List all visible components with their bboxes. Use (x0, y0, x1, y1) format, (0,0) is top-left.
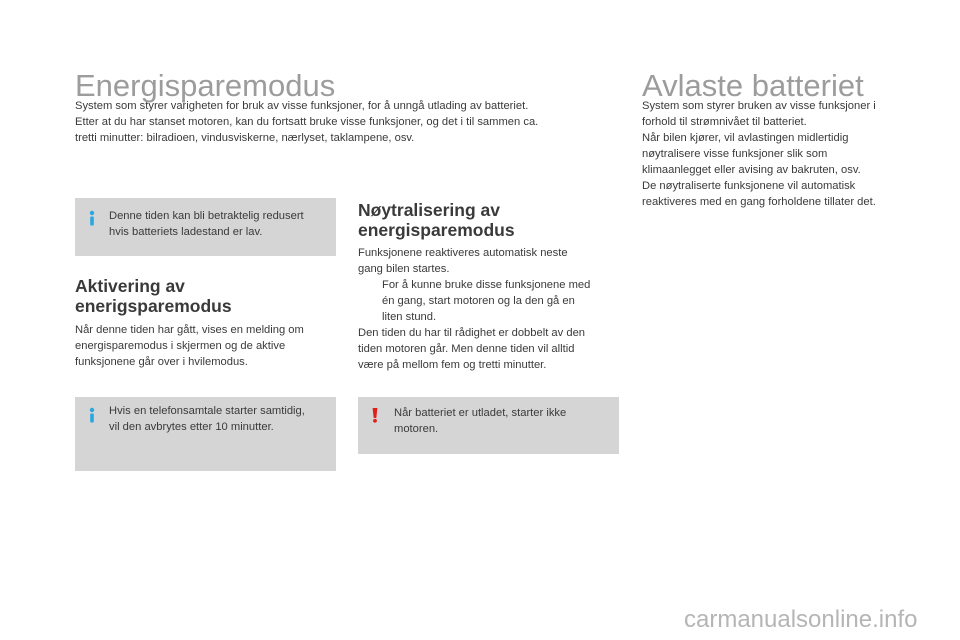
info-icon (85, 407, 99, 423)
bullet-text (382, 277, 590, 325)
bullet-item (358, 277, 623, 325)
neutralization-heading (358, 200, 515, 240)
text-line: funksjonene går over i hvilemodus. (75, 356, 248, 368)
bullet-icon (358, 277, 382, 325)
intro-line: tretti minutter: bilradioen, vindusviskerne, nærlyset, taklampene, osv. (75, 132, 415, 144)
intro-line: Etter at du har stanset motoren, kan du fortsatt bruke visse funksjoner, og det i til sammen ca. (75, 116, 539, 128)
battery-text (642, 98, 922, 210)
info-line: Denne tiden kan bli betraktelig redusert (109, 210, 304, 222)
intro-text (75, 98, 615, 146)
warning-box-text (394, 405, 616, 437)
warning-line: Når batteriet er utladet, starter ikke (394, 407, 567, 419)
warning-icon (368, 407, 382, 423)
text-line: gang bilen startes. (358, 263, 450, 275)
text-line: liten stund. (382, 311, 437, 323)
text-line: Når denne tiden har gått, vises en melding om (75, 324, 304, 336)
info-icon (85, 210, 99, 226)
text-line: nøytralisere visse funksjoner slik som (642, 148, 828, 160)
text-line: De nøytraliserte funksjonene vil automatisk (642, 180, 856, 192)
watermark: carmanualsonline.info (684, 606, 918, 633)
info-box-text (109, 403, 334, 435)
text-line: For å kunne bruke disse funksjonene med (382, 279, 591, 291)
heading-line: energisparemodus (358, 220, 515, 240)
text-line: energisparemodus i skjermen og de aktive (75, 340, 286, 352)
activation-heading (75, 276, 232, 316)
warning-box (358, 397, 619, 454)
text-line: Funksjonene reaktiveres automatisk neste (358, 247, 568, 259)
section-title: Avlaste batteriet (642, 68, 864, 103)
info-box-text (109, 208, 334, 240)
warning-line: motoren. (394, 423, 439, 435)
info-line: vil den avbrytes etter 10 minutter. (109, 421, 274, 433)
text-line: Når bilen kjører, vil avlastingen midlertidig (642, 132, 849, 144)
activation-text (75, 322, 335, 370)
text-line: Den tiden du har til rådighet er dobbelt av den (358, 327, 586, 339)
text-line: reaktiveres med en gang forholdene tillater det. (642, 196, 876, 208)
text-line: forhold til strømnivået til batteriet. (642, 116, 807, 128)
info-line: Hvis en telefonsamtale starter samtidig, (109, 405, 305, 417)
heading-line: Aktivering av (75, 276, 185, 296)
neutralization-text (358, 245, 623, 373)
info-line: hvis batteriets ladestand er lav. (109, 226, 263, 238)
text-line: én gang, start motoren og la den gå en (382, 295, 575, 307)
text-line: være på mellom fem og tretti minutter. (358, 359, 547, 371)
intro-line: System som styrer varigheten for bruk av visse funksjoner, for å unngå utlading av batteriet. (75, 100, 529, 112)
info-box (75, 198, 336, 256)
text-line: klimaanlegget eller avising av bakruten, osv. (642, 164, 861, 176)
page-title: Energisparemodus (75, 68, 336, 103)
text-line: System som styrer bruken av visse funksjoner i (642, 100, 876, 112)
heading-line: enerigsparemodus (75, 296, 232, 316)
info-box (75, 397, 336, 471)
text-line: tiden motoren går. Men denne tiden vil alltid (358, 343, 575, 355)
heading-line: Nøytralisering av (358, 200, 500, 220)
